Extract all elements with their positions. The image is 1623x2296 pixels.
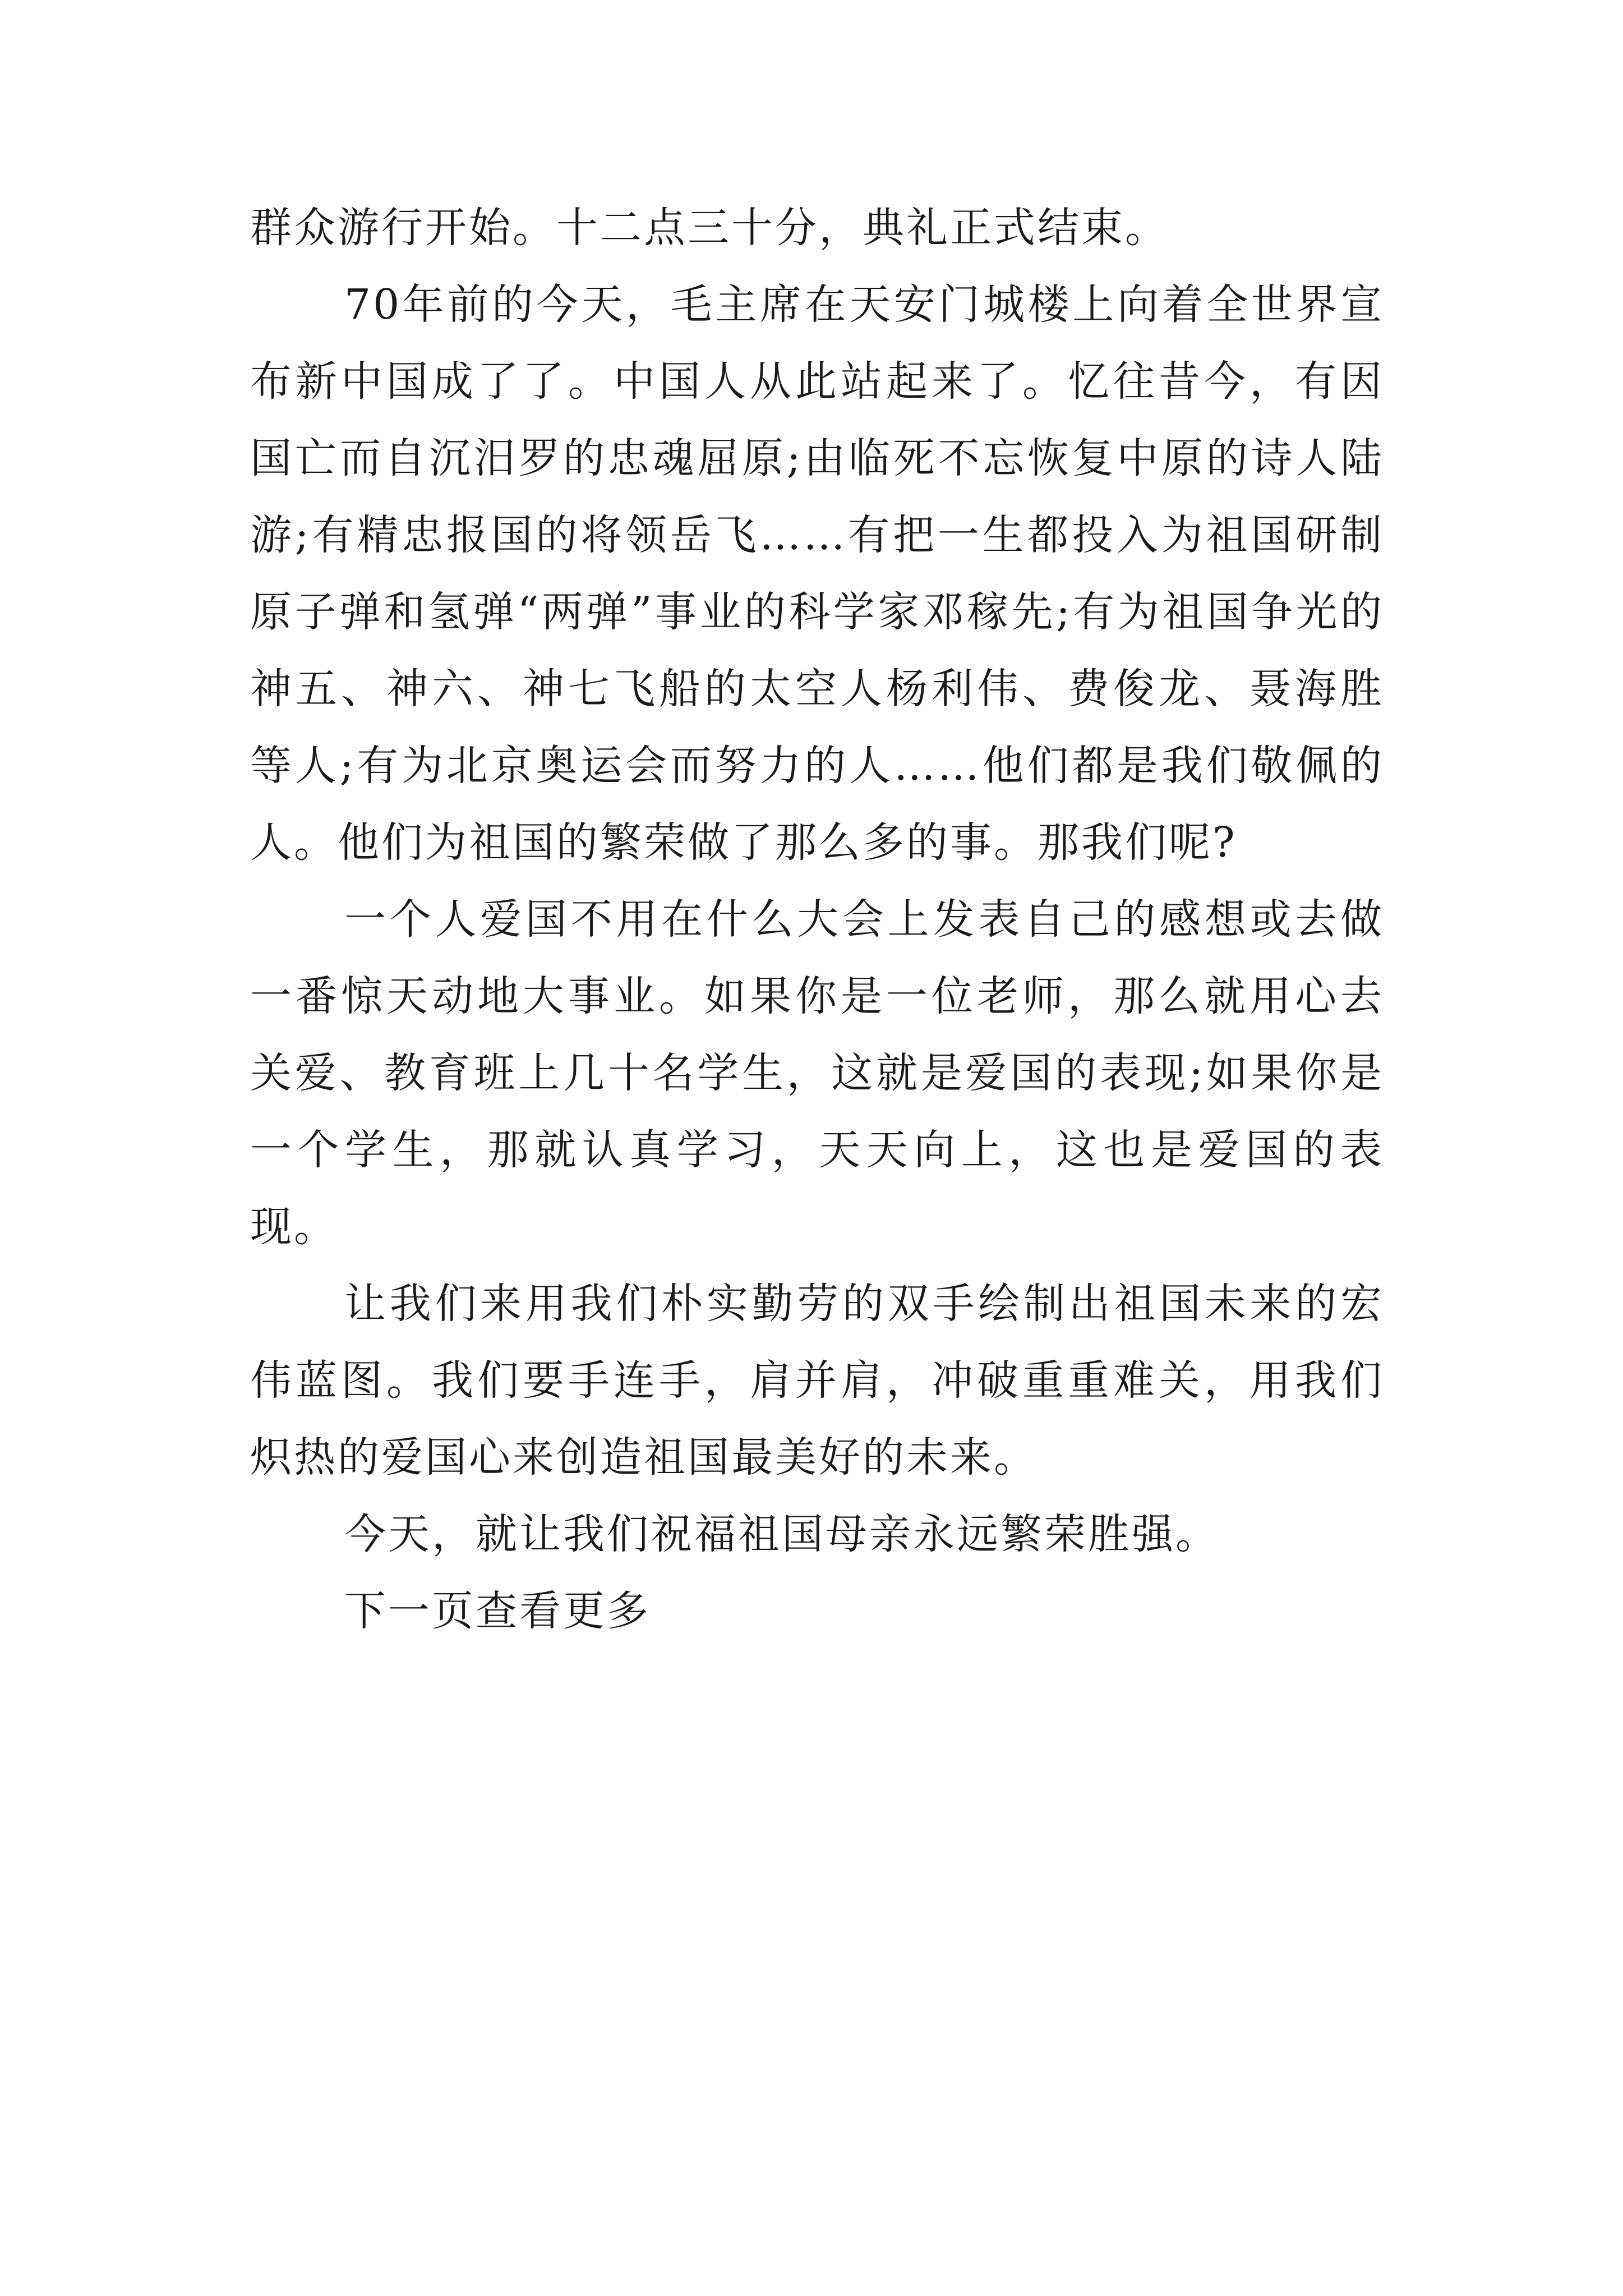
paragraph-future: 让我们来用我们朴实勤劳的双手绘制出祖国未来的宏伟蓝图。我们要手连手，肩并肩，冲破重重难关，用我们炽热的爱国心来创造祖国最美好的未来。 xyxy=(250,1280,1384,1481)
next-page-link[interactable]: 下一页查看更多 xyxy=(344,1587,651,1635)
paragraph-patriotism: 一个人爱国不用在什么大会上发表自己的感想或去做一番惊天动地大事业。如果你是一位老师，那么就用心去关爱、教育班上几十名学生，这就是爱国的表现;如果你是一个学生，那就认真学习，天天向上，这也是爱国的表现。 xyxy=(250,895,1384,1251)
paragraph-continuation: 群众游行开始。十二点三十分，典礼正式结束。 xyxy=(250,204,1169,252)
paragraph-blessing: 今天，就让我们祝福祖国母亲永远繁荣胜强。 xyxy=(344,1510,1219,1558)
paragraph-70-years: 70年前的今天，毛主席在天安门城楼上向着全世界宣布新中国成了了。中国人从此站起来了。忆往昔今，有因国亡而自沉汨罗的忠魂屈原;由临死不忘恢复中原的诗人陆游;有精忠报国的将领岳飞……有把一生都投入为祖国研制原子弹和氢弹“两弹”事业的科学家邓稼先;有为祖国争光的神五、神六、神七飞船的太空人杨利伟、费俊龙、聂海胜等人;有为北京奥运会而努力的人……他们都是我们敬佩的人。他们为祖国的繁荣做了那么多的事。那我们呢? xyxy=(250,280,1384,867)
document-body xyxy=(250,190,1384,1650)
